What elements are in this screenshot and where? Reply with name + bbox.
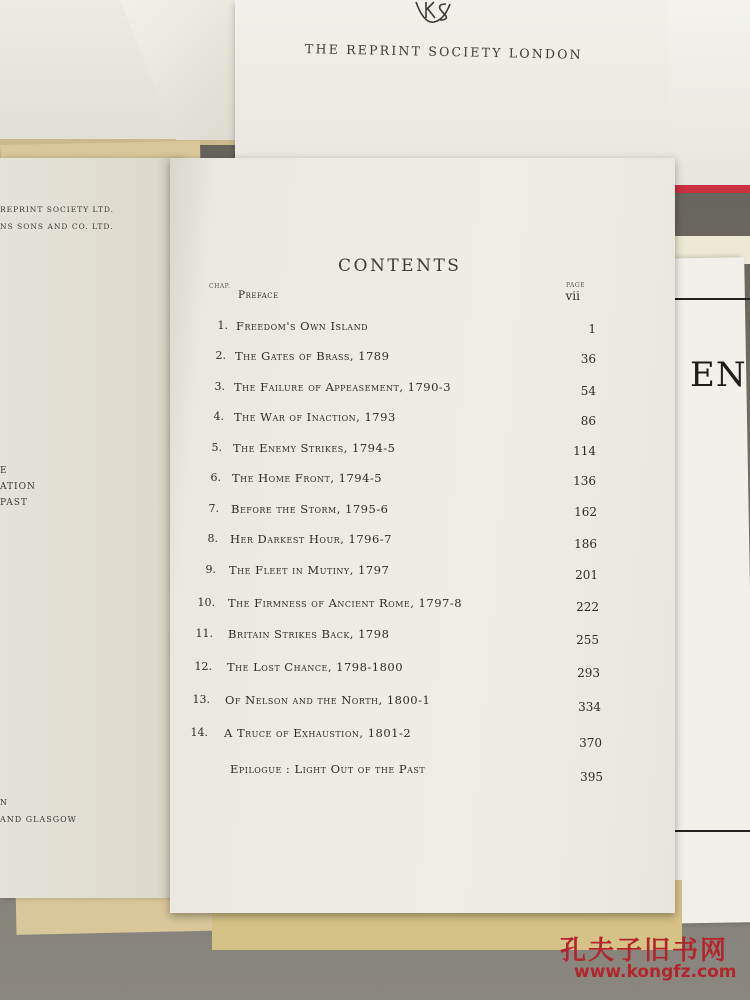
chapter-number: 12.: [194, 660, 212, 673]
chapter-number: 11.: [195, 627, 213, 640]
left-page-line: E: [0, 466, 8, 476]
left-page-line: N: [0, 798, 8, 807]
chapter-title: The Home Front, 1794-5: [232, 471, 383, 485]
publisher-imprint: THE REPRINT SOCIETY LONDON: [304, 41, 583, 62]
chapter-title: The Gates of Brass, 1789: [235, 349, 390, 363]
chapter-title: Before the Storm, 1795-6: [231, 502, 389, 516]
left-page-faded-title: [20, 250, 80, 330]
watermark-url: www.kongfz.com: [574, 962, 737, 982]
chapter-title: A Truce of Exhaustion, 1801-2: [224, 726, 412, 740]
chapter-page-number: 1: [588, 322, 596, 336]
chapter-page-number: 186: [574, 537, 597, 551]
chapter-number: 13.: [192, 693, 210, 706]
chapter-page-number: 293: [577, 666, 600, 680]
watermark-text: 孔夫子旧书网: [560, 936, 729, 966]
top-right-book: [668, 0, 750, 193]
chapter-title: Preface: [238, 289, 279, 301]
left-page-line: REPRINT SOCIETY LTD.: [0, 205, 115, 214]
chapter-title: The War of Inaction, 1793: [234, 410, 396, 424]
chapter-page-number: 114: [573, 444, 596, 458]
chapter-title: Of Nelson and the North, 1800-1: [225, 693, 431, 707]
chapter-number: 4.: [213, 410, 224, 423]
right-book-title: EN: [690, 355, 747, 395]
chapter-title: Epilogue : Light Out of the Past: [230, 762, 426, 776]
chapter-title: The Firmness of Ancient Rome, 1797-8: [228, 596, 463, 610]
chap-column-header: CHAP.: [209, 283, 231, 290]
chapter-page-number: 162: [574, 505, 597, 519]
chapter-title: Freedom's Own Island: [236, 319, 368, 333]
chapter-page-number: 222: [576, 600, 599, 614]
chapter-number: 10.: [197, 596, 215, 609]
chapter-number: 7.: [208, 502, 219, 515]
left-page-line: PAST: [0, 498, 28, 508]
chapter-page-number: 36: [580, 352, 596, 366]
page-column-header: PAGE: [566, 282, 585, 289]
chapter-page-number: 201: [575, 568, 598, 582]
chapter-title: The Failure of Appeasement, 1790-3: [234, 380, 452, 394]
chapter-title: The Enemy Strikes, 1794-5: [233, 441, 396, 455]
chapter-number: 2.: [215, 349, 226, 362]
chapter-number: 3.: [214, 380, 225, 393]
chapter-title: The Lost Chance, 1798-1800: [227, 660, 404, 674]
left-page-line: NS SONS AND CO. LTD.: [0, 222, 114, 231]
chapter-number: 5.: [211, 441, 222, 454]
chapter-page-number: 370: [579, 736, 602, 750]
chapter-page-number: 255: [576, 633, 599, 647]
chapter-page-number: vii: [565, 289, 580, 303]
chapter-number: 14.: [190, 726, 208, 739]
chapter-number: 1.: [217, 319, 228, 332]
chapter-page-number: 334: [578, 700, 601, 714]
chapter-number: 9.: [205, 563, 216, 576]
chapter-page-number: 86: [580, 414, 596, 428]
chapter-page-number: 54: [580, 384, 596, 398]
left-page-line: ATION: [0, 482, 36, 492]
chapter-title: The Fleet in Mutiny, 1797: [229, 563, 390, 577]
contents-heading: CONTENTS: [338, 256, 462, 276]
left-page-line: AND GLASGOW: [0, 815, 77, 824]
chapter-title: Her Darkest Hour, 1796-7: [230, 532, 392, 546]
chapter-number: 8.: [207, 532, 218, 545]
chapter-number: 6.: [210, 471, 221, 484]
chapter-page-number: 136: [573, 474, 596, 488]
chapter-page-number: 395: [580, 770, 603, 784]
chapter-title: Britain Strikes Back, 1798: [228, 627, 390, 641]
